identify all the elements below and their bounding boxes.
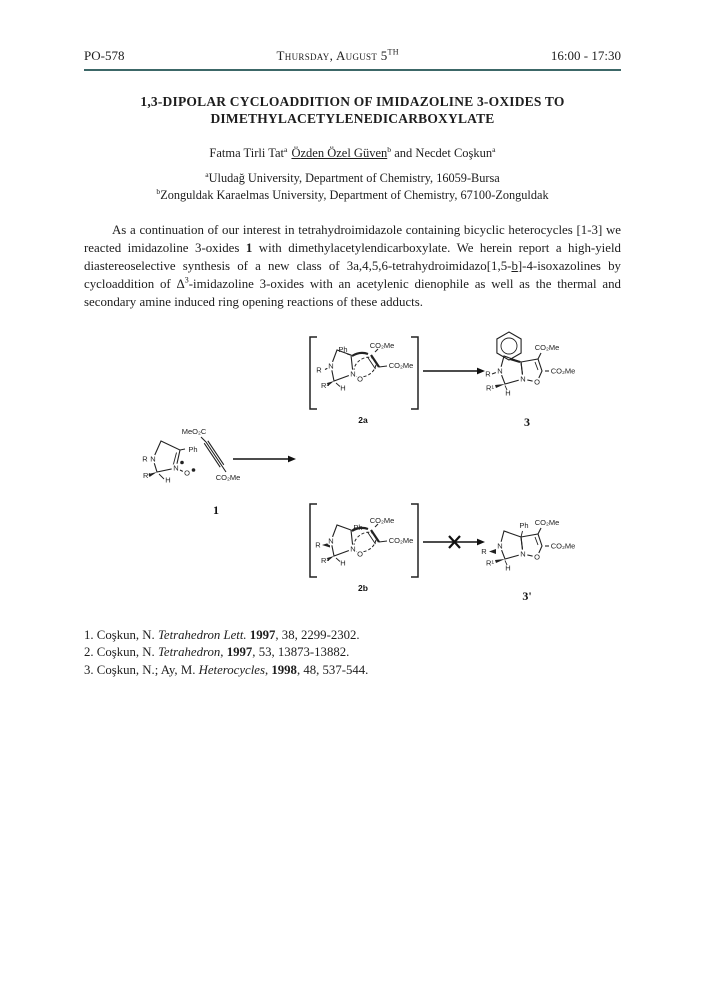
n1-label: N	[328, 536, 334, 546]
ref-year: 1998	[271, 662, 297, 677]
ref-year: 1997	[249, 627, 276, 642]
ref-sep: ,	[220, 645, 227, 660]
structure-3-prime	[481, 518, 575, 603]
o1-label: O	[534, 377, 540, 387]
compound-label-3: 3	[524, 414, 530, 429]
header-divider-rule	[84, 69, 621, 71]
oxide-o-label: O	[184, 468, 190, 478]
paper-title-line1: 1,3-DIPOLAR CYCLOADDITION OF IMIDAZOLINE 3-OXIDES TO	[140, 94, 565, 109]
double-bond	[535, 537, 538, 545]
co2me-label: CO₂Me	[550, 366, 576, 376]
co2me-label: CO₂Me	[388, 535, 414, 545]
references	[84, 627, 621, 680]
n5-label: N	[497, 541, 503, 551]
arrow-head	[477, 538, 485, 545]
ref-authors: 1. Coşkun, N.	[84, 627, 158, 642]
ref-journal: Heterocycles	[198, 662, 265, 677]
compound-label-1: 1	[213, 502, 219, 517]
r-wedge-bond	[489, 549, 496, 554]
ph-label: Ph	[188, 444, 198, 454]
author-affil-mark-1: a	[284, 144, 288, 154]
benzene-ring	[497, 332, 521, 360]
o-label: O	[357, 374, 363, 384]
paper-title-line2: DIMETHYLACETYLENEDICARBOXYLATE	[210, 111, 495, 126]
affiliation-text-2: Zonguldak Karaelmas University, Department of Chemistry, 67100-Zonguldak	[160, 187, 549, 202]
ref-authors: 3. Coşkun, N.; Ay, M.	[84, 662, 199, 677]
benzene-aromatic-circle	[501, 338, 517, 354]
compound-label-2b: 2b	[358, 582, 368, 593]
r1-label: R¹	[321, 555, 329, 565]
r1-label: R¹	[143, 470, 151, 480]
r-label: R	[315, 540, 321, 550]
bracket-right	[411, 337, 418, 409]
r-label: R	[481, 546, 487, 556]
abstract-seg5: ]-4-isoxazolines by cycloaddition of Δ	[84, 259, 621, 291]
co2me-label: CO₂Me	[550, 541, 576, 551]
n-o-bond	[180, 470, 183, 472]
ester-bond	[538, 528, 541, 534]
reference-item-3	[84, 662, 621, 680]
affiliation-sup-2: b	[156, 186, 161, 196]
n1-label: N	[520, 374, 526, 384]
affiliations	[84, 170, 621, 203]
ref-authors: 2. Coşkun, N.	[84, 645, 158, 660]
co2me-label: CO₂Me	[369, 340, 395, 350]
abstract-paragraph	[84, 221, 621, 311]
o1-label: O	[534, 552, 540, 562]
ester-bond	[379, 541, 387, 542]
h-label: H	[165, 475, 171, 485]
abstract-seg3: with dimethylacetylendicarboxylate. We herein report a high-yield diastereoselective synthesis of a new class of 3a,4,5,6-tetrahydroimidazo[1,5-	[84, 241, 621, 273]
r-label: R	[142, 454, 148, 464]
h-label: H	[505, 563, 511, 573]
ref-pages: , 48, 537-544.	[296, 662, 369, 677]
n3-label: N	[350, 544, 356, 554]
co2me-label: CO₂Me	[215, 472, 241, 482]
ref-year: 1997	[226, 645, 253, 660]
affiliation-line-1	[84, 170, 621, 187]
abstract-seg7: -imidazoline 3-oxides with an acetylenic dienophile as well as the thermal and secondary amine induced ring opening reactions of these adducts.	[84, 277, 621, 309]
ref-pages: , 53, 13873-13882.	[252, 645, 350, 660]
ph-bond	[180, 449, 185, 450]
ester-bond	[379, 366, 387, 367]
blocked-reaction-arrow	[423, 536, 485, 548]
n1-label: N	[150, 454, 156, 464]
meo2c-label: MeO₂C	[181, 426, 207, 436]
r-label: R	[316, 365, 322, 375]
ph-label: Ph	[519, 520, 529, 530]
ester-bond	[201, 437, 206, 442]
ph-label: Ph	[353, 522, 363, 532]
author-name-3: and Necdet Coşkun	[391, 146, 493, 160]
reference-item-2	[84, 644, 621, 662]
reaction-arrow-main	[233, 455, 296, 462]
r1-label: R¹	[486, 383, 494, 393]
session-time: 16:00 - 17:30	[550, 48, 621, 63]
ref-journal: Tetrahedron	[157, 645, 221, 660]
h-label: H	[505, 388, 511, 398]
abstract-compound-1-ref: 1	[245, 241, 253, 255]
o-label: O	[357, 549, 363, 559]
abstract-seg4: b	[511, 259, 518, 273]
h-label: H	[340, 383, 346, 393]
author-name-1: Fatma Tirli Tat	[209, 146, 284, 160]
co2me-label: CO₂Me	[534, 517, 560, 527]
page-header	[84, 48, 621, 64]
affiliation-line-2	[84, 187, 621, 204]
poster-code: PO-578	[84, 48, 125, 63]
r-bond	[492, 372, 496, 374]
author-affil-mark-2: b	[387, 144, 392, 154]
structure-2a	[310, 337, 418, 425]
abstract-delta-sup: 3	[184, 275, 189, 285]
session-day-sup: TH	[387, 47, 399, 57]
ester-bond	[538, 353, 541, 359]
reaction-scheme	[0, 324, 704, 624]
affiliation-sup-1: a	[205, 169, 209, 179]
authors-line	[84, 146, 621, 161]
author-affil-mark-3: a	[492, 144, 496, 154]
reaction-arrow-2a-3	[423, 367, 485, 374]
r1-label: R¹	[321, 380, 329, 390]
author-name-2: Özden Özel Güven	[291, 146, 388, 160]
n3-label: N	[350, 369, 356, 379]
abstract-seg1: As a continuation of our interest in tetrahydroimidazole containing bicyclic heterocycles [1-3] we reacted imidazoline 3-oxides	[84, 223, 621, 255]
affiliation-text-1: Uludağ University, Department of Chemistry, 16059-Bursa	[208, 171, 500, 185]
r1-label: R¹	[486, 558, 494, 568]
ref-pages: , 38, 2299-2302.	[275, 627, 360, 642]
structure-2b	[310, 504, 418, 593]
co2me-label: CO₂Me	[534, 342, 560, 352]
n3-label: N	[173, 463, 179, 473]
h-bond	[159, 474, 164, 479]
ph-label: Ph	[338, 344, 348, 354]
co2me-label: CO₂Me	[388, 360, 414, 370]
compound-label-2a: 2a	[358, 414, 368, 425]
forming-bond-curve	[352, 353, 368, 356]
plus-charge-dot	[180, 461, 184, 465]
r1-wedge-bond	[495, 559, 505, 563]
structure-3	[485, 332, 575, 429]
arrow-head	[288, 455, 296, 462]
h-label: H	[340, 558, 346, 568]
r-label: R	[485, 369, 491, 379]
session-day	[277, 48, 399, 64]
n1-label: N	[520, 549, 526, 559]
triple-bond	[206, 442, 222, 466]
session-day-text: Thursday, August 5	[276, 48, 388, 63]
ref-journal: Tetrahedron Lett.	[157, 627, 247, 642]
ester-bond	[222, 466, 226, 472]
arrow-head	[477, 367, 485, 374]
n1-label: N	[328, 361, 334, 371]
alkene-double-bond	[371, 530, 379, 542]
co2me-label: CO₂Me	[369, 515, 395, 525]
reference-item-1	[84, 627, 621, 645]
alkene-double-bond	[371, 355, 379, 367]
n5-label: N	[497, 366, 503, 376]
ref-sep: ,	[264, 662, 272, 677]
ph-hash-bond	[521, 531, 523, 537]
structure-1	[142, 427, 240, 517]
r1-wedge-bond	[495, 384, 505, 388]
double-bond	[535, 362, 538, 370]
minus-charge-dot	[192, 468, 196, 472]
paper-title	[84, 93, 621, 127]
reaction-scheme-svg	[0, 324, 704, 624]
compound-label-3-prime: 3'	[522, 588, 532, 603]
